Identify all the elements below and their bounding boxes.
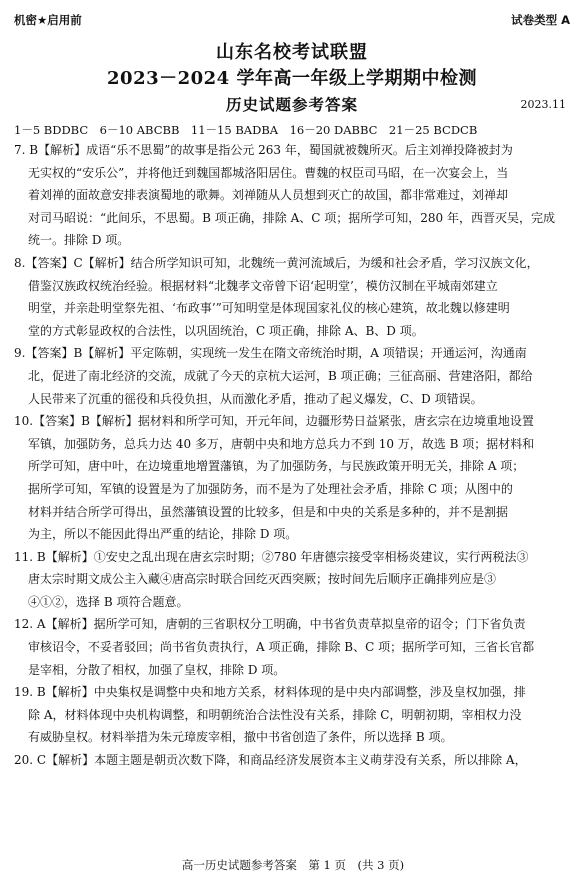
question-explanation — [14, 139, 570, 252]
exam-title: 2023－2024 学年高一年级上学期期中检测 — [107, 68, 477, 89]
text-line: 明堂，并亲赴明堂祭先祖、‘布政事’”可知明堂是体现国家礼仪的核心建筑，故北魏以修建明 — [28, 301, 510, 316]
text-line: 为主，所以不能因此得出严重的结论，排除 D 项。 — [28, 527, 298, 542]
text-line: 11. B【解析】①安史之乱出现在唐玄宗时期；②780 年唐德宗接受宰相杨炎建议，实行两税法③ — [14, 549, 529, 564]
question-explanation — [14, 613, 570, 681]
confidential-label: 机密★启用前 — [14, 13, 82, 27]
exam-date: 2023.11 — [520, 98, 566, 111]
text-line: 借鉴汉族政权统治经验。根据材料“北魏孝文帝曾下诏‘起明堂’，模仿汉制在平城南郊建立 — [28, 278, 498, 293]
question-explanation — [14, 546, 570, 614]
text-line: 无实权的“安乐公”，并将他迁到魏国都城洛阳居住。曹魏的权臣司马昭，在一次宴会上，当 — [28, 165, 509, 180]
explanations — [14, 139, 570, 772]
text-line: 19. B【解析】中央集权是调整中央和地方关系，材料体现的是中央内部调整，涉及皇权加强，排 — [14, 685, 526, 700]
text-line: 所学可知，唐中叶，在边境重地增置藩镇，为了加强防务，与民族政策开明无关，排除 A 项； — [28, 459, 525, 474]
text-line: 10.【答案】B【解析】据材料和所学可知，开元年间，边疆形势日益紧张，唐玄宗在边境重地设置 — [14, 414, 534, 429]
page-footer: 高一历史试题参考答案 第 1 页 (共 3 页) — [181, 858, 405, 872]
text-line: 材料并结合所学可得出，虽然藩镇设置的比较多，但是和中央的关系是多种的，并不是割据 — [28, 504, 509, 519]
text-line: 8.【答案】C【解析】结合所学知识可知，北魏统一黄河流域后，为缓和社会矛盾，学习汉族文化， — [14, 255, 539, 270]
question-explanation — [14, 342, 570, 410]
text-line: 据所学可知，军镇的设置是为了加强防务，而不是为了处理社会矛盾，排除 C 项；从图中的 — [28, 481, 513, 496]
text-line: 有威胁皇权。材料举措为朱元璋废宰相，撤中书省创造了条件，所以选择 B 项。 — [28, 730, 453, 745]
text-line: 除 A，材料体现中央机构调整，和明朝统治合法性没有关系，排除 C，明朝初期，宰相权力没 — [28, 707, 522, 722]
text-line: 堂的方式彰显政权的合法性，以巩固统治，C 项正确，排除 A、B、D 项。 — [28, 323, 424, 338]
text-line: 军镇，加强防务，总兵力达 40 多万，唐朝中央和地方总兵力不到 10 万，故选 B 项；据材料和 — [28, 436, 535, 451]
question-explanation — [14, 681, 570, 749]
exam-union-title: 山东名校考试联盟 — [216, 42, 368, 63]
question-explanation — [14, 410, 570, 546]
text-line: 唐太宗时期文成公主入藏④唐高宗时联合回纥灭西突厥；按时间先后顺序正确排列应是③ — [28, 572, 497, 587]
text-line: 12. A【解析】据所学可知，唐朝的三省职权分工明确，中书省负责草拟皇帝的诏令；门下省负责 — [14, 617, 526, 632]
multiple-choice-answers: 1－5 BDDBC 6－10 ABCBB 11－15 BADBA 16－20 DABBC 21－25 BCDCB — [14, 123, 478, 137]
text-line: 7. B【解析】成语“乐不思蜀”的故事是指公元 263 年，蜀国就被魏所灭。后主刘禅投降被封为 — [14, 143, 513, 157]
paper-type-label: 试卷类型 A — [511, 13, 570, 27]
text-line: 人民带来了沉重的徭役和兵役负担，从而激化矛盾，推动了起义爆发，C、D 项错误。 — [28, 391, 483, 406]
top-bar — [14, 0, 570, 38]
text-line: 对司马昭说：“此间乐，不思蜀。B 项正确，排除 A、C 项；据所学可知，280 年，西晋灭吴，完成 — [28, 210, 555, 225]
text-line: 北，促进了南北经济的交流，成就了今天的京杭大运河，B 项正确；三征高丽、营建洛阳，都给 — [28, 368, 533, 383]
text-line: 9.【答案】B【解析】平定陈朝，实现统一发生在隋文帝统治时期，A 项错误；开通运河，沟通南 — [14, 346, 527, 361]
text-line: ④①②，选择 B 项符合题意。 — [28, 594, 189, 609]
question-explanation — [14, 749, 570, 772]
text-line: 是宰相，分散了相权，加强了皇权，排除 D 项。 — [28, 662, 286, 677]
text-line: 审核诏令，不妥者驳回；尚书省负责执行，A 项正确，排除 B、C 项；据所学可知，三省长官都 — [28, 640, 535, 655]
text-line: 着刘禅的面故意安排表演蜀地的歌舞。刘禅随从人员想到灭亡的故国，都非常难过，刘禅却 — [28, 188, 509, 203]
text-line: 20. C【解析】本题主题是朝贡次数下降，和商品经济发展资本主义萌芽没有关系，所以排除 A， — [14, 753, 527, 768]
answer-key-title: 历史试题参考答案 — [225, 95, 358, 114]
text-line: 统一。排除 D 项。 — [28, 233, 130, 248]
question-explanation — [14, 252, 570, 342]
subtitle-row — [14, 92, 570, 118]
